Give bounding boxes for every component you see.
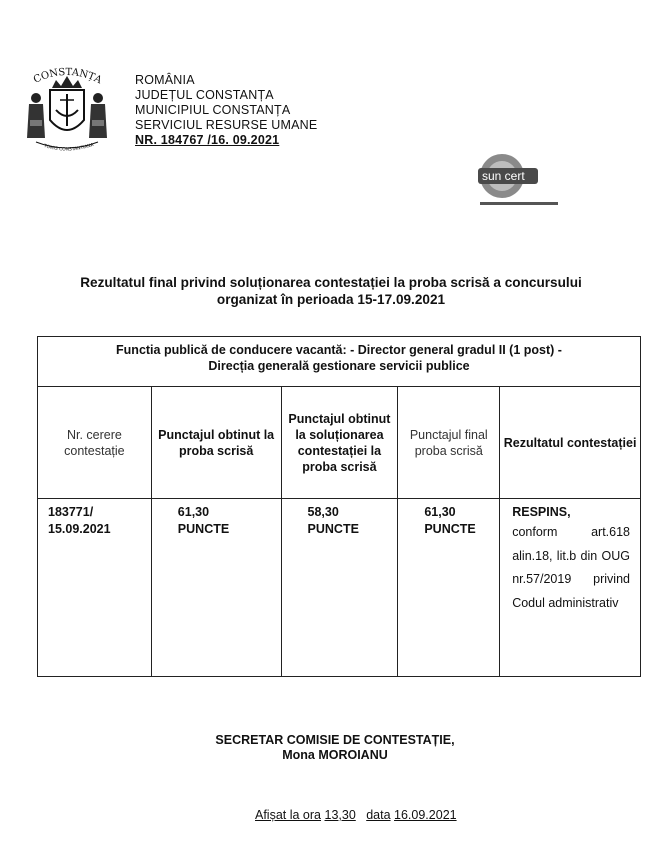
position-line-1: Functia publică de conducere vacantă: - Director general gradul II (1 post) -	[116, 343, 562, 357]
table-header-row	[38, 387, 641, 499]
written-score-unit: PUNCTE	[177, 522, 230, 536]
suncert-logo	[478, 152, 568, 208]
position-title-cell	[38, 337, 641, 387]
position-line-2: Direcția generală gestionare servicii publice	[208, 359, 470, 373]
municipality-line: MUNICIPIUL CONSTANȚA	[135, 103, 291, 117]
county-line: JUDEȚUL CONSTANȚA	[135, 88, 274, 102]
contest-score-unit: PUNCTE	[307, 522, 359, 536]
country-line: ROMÂNIA	[135, 73, 195, 87]
header-final-score: Punctajul final proba scrisă	[398, 387, 500, 499]
results-table	[37, 336, 641, 677]
written-score-cell	[151, 499, 281, 677]
svg-text:TOMIS CONSTANTIANA: TOMIS CONSTANTIANA	[43, 142, 95, 153]
final-score-cell	[398, 499, 500, 677]
contest-score-cell	[281, 499, 398, 677]
header-request-number: Nr. cerere contestație	[38, 387, 152, 499]
title-line-1: Rezultatul final privind soluționarea contestației la proba scrisă a concursului	[80, 275, 582, 290]
posted-time: 13,30	[324, 808, 356, 822]
result-detail: conform art.618 alin.18, lit.b din OUG nr.57/2019 privind Codul administrativ	[512, 525, 630, 610]
suncert-logo-text: sun cert	[482, 169, 525, 183]
svg-text:CONSTANȚA: CONSTANȚA	[31, 66, 104, 87]
date-label: data	[366, 808, 391, 822]
table-row	[38, 499, 641, 677]
signatory-role: SECRETAR COMISIE DE CONTESTAȚIE,	[215, 733, 455, 747]
written-score-value: 61,30	[177, 505, 210, 519]
result-status: RESPINS,	[512, 505, 571, 519]
issuer-header	[135, 73, 317, 148]
request-date: 15.09.2021	[48, 522, 111, 536]
signature-block	[200, 733, 470, 763]
posted-date: 16.09.2021	[394, 808, 457, 822]
constanta-crest-logo	[22, 62, 112, 157]
posting-footer	[255, 808, 457, 822]
title-line-2: organizat în perioada 15-17.09.2021	[216, 292, 446, 307]
registration-number: NR. 184767 /16. 09.2021	[135, 133, 280, 147]
request-number: 183771/	[48, 505, 94, 519]
header-contest-result: Rezultatul contestației	[500, 387, 641, 499]
header-written-score: Punctajul obtinut la proba scrisă	[151, 387, 281, 499]
contest-score-value: 58,30	[307, 505, 339, 519]
department-line: SERVICIUL RESURSE UMANE	[135, 118, 318, 132]
final-score-unit: PUNCTE	[424, 522, 476, 536]
final-score-value: 61,30	[424, 505, 456, 519]
posted-label: Afișat la ora	[255, 808, 322, 822]
header-contest-score: Punctajul obtinut la soluționarea contestației la proba scrisă	[281, 387, 398, 499]
document-title	[20, 274, 642, 308]
request-number-cell	[38, 499, 152, 677]
contest-result-cell	[500, 499, 641, 677]
signatory-name: Mona MOROIANU	[282, 748, 388, 762]
